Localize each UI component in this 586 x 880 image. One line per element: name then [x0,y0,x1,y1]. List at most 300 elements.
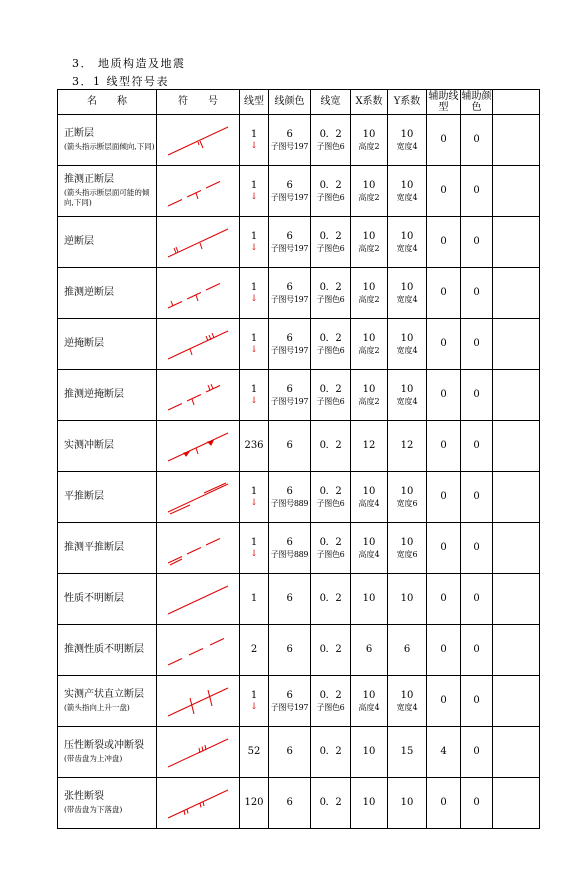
line-color-value: 6 [286,281,293,293]
aux-type-value: 0 [440,338,447,350]
symbol-cell [157,472,240,523]
line-width-sub: 子图色6 [316,142,345,152]
line-width-sub: 子图色6 [316,499,345,509]
fault-symbol-icon [160,627,236,673]
header-aux-type: 辅助线型 [428,90,459,113]
table-row [58,625,540,676]
aux-color-cell [461,472,493,523]
x-coef-cell [351,217,388,268]
y-coef-value: 10 [400,485,414,497]
empty-cell [493,370,540,421]
line-type-cell [240,370,269,421]
x-coef-value: 10 [362,593,376,605]
x-coef-sub: 高度2 [358,244,380,254]
x-coef-sub: 高度2 [358,295,380,305]
line-type-cell [240,472,269,523]
aux-type-value: 4 [440,746,447,758]
line-type-cell [240,625,269,676]
y-coef-sub: 宽度4 [396,193,418,203]
line-type-value: 1 [250,485,258,497]
line-color-cell [269,268,311,319]
arrow-down-icon: ↓ [250,498,258,509]
empty-cell [493,217,540,268]
symbol-note: (箭头指向上升一盘) [64,702,130,712]
fault-symbol-icon [160,678,236,724]
aux-color-cell [461,778,493,829]
arrow-down-icon: ↓ [250,294,258,305]
line-width-cell [311,166,351,217]
y-coef-value: 10 [400,536,414,548]
line-width-cell [311,319,351,370]
symbol-name-cell [58,217,157,268]
empty-cell [493,421,540,472]
x-coef-value: 10 [362,230,376,242]
aux-type-cell [427,421,461,472]
line-width-value: 0．2 [319,128,342,140]
symbol-name-cell [58,166,157,217]
line-color-cell [269,523,311,574]
line-color-cell [269,778,311,829]
line-type-cell [240,778,269,829]
line-width-cell [311,523,351,574]
aux-color-cell [461,574,493,625]
aux-type-value: 0 [440,287,447,299]
line-width-sub: 子图色6 [316,550,345,560]
line-type-cell [240,268,269,319]
aux-type-cell [427,166,461,217]
x-coef-cell [351,727,388,778]
line-color-value: 6 [286,332,293,344]
y-coef-value: 10 [400,179,414,191]
table-row [58,676,540,727]
aux-type-cell [427,523,461,574]
aux-color-value: 0 [473,797,480,809]
header-x-coef: X系数 [351,90,388,115]
x-coef-value: 12 [362,440,376,452]
line-color-cell [269,217,311,268]
line-type-value: 1 [250,230,258,242]
y-coef-sub: 宽度4 [396,244,418,254]
header-empty [493,90,540,115]
symbol-cell [157,370,240,421]
line-width-value: 0．2 [319,230,342,242]
y-coef-cell [388,625,427,676]
aux-color-value: 0 [473,236,480,248]
aux-color-value: 0 [473,134,480,146]
fault-symbol-icon [160,168,236,214]
line-color-sub: 子图号889 [270,499,309,509]
x-coef-cell [351,115,388,166]
x-coef-sub: 高度2 [358,193,380,203]
line-width-sub: 子图色6 [316,244,345,254]
line-color-cell [269,574,311,625]
symbol-name: 逆掩断层 [64,338,104,350]
line-width-value: 0．2 [319,746,342,758]
aux-type-cell [427,370,461,421]
line-color-sub: 子图号197 [270,397,309,407]
line-color-sub: 子图号197 [270,295,309,305]
y-coef-value: 10 [400,383,414,395]
x-coef-value: 10 [362,746,376,758]
aux-type-cell [427,778,461,829]
x-coef-cell [351,523,388,574]
y-coef-value: 10 [400,332,414,344]
aux-color-value: 0 [473,185,480,197]
x-coef-value: 6 [365,644,373,656]
y-coef-value: 10 [400,689,414,701]
header-line-width: 线宽 [311,90,351,115]
symbol-name: 平推断层 [64,491,104,503]
header-aux-color: 辅助颜色 [461,90,492,113]
table-row [58,268,540,319]
aux-type-value: 0 [440,491,447,503]
table-row [58,523,540,574]
line-width-sub: 子图色6 [316,703,345,713]
symbol-cell [157,523,240,574]
y-coef-value: 10 [400,797,414,809]
y-coef-cell [388,778,427,829]
symbol-name-cell [58,523,157,574]
line-width-cell [311,574,351,625]
y-coef-sub: 宽度4 [396,397,418,407]
arrow-down-icon: ↓ [250,243,258,254]
symbol-name: 性质不明断层 [64,593,124,605]
aux-color-cell [461,727,493,778]
symbol-name-cell [58,421,157,472]
arrow-down-icon: ↓ [250,396,258,407]
symbol-name-cell [58,676,157,727]
y-coef-cell [388,166,427,217]
line-color-sub: 子图号197 [270,142,309,152]
line-type-value: 120 [244,797,264,809]
aux-type-value: 0 [440,389,447,401]
aux-color-cell [461,421,493,472]
line-color-cell [269,625,311,676]
symbol-note: (箭头指示断层面倾向,下同) [64,141,155,151]
symbol-name-cell [58,370,157,421]
symbol-name-cell [58,115,157,166]
line-type-cell [240,421,269,472]
x-coef-cell [351,319,388,370]
table-row [58,574,540,625]
y-coef-cell [388,268,427,319]
header-y-coef: Y系数 [388,90,427,115]
x-coef-value: 10 [362,128,376,140]
symbol-name: 实测产状直立断层 [64,689,144,701]
aux-color-value: 0 [473,746,480,758]
y-coef-sub: 宽度4 [396,703,418,713]
x-coef-sub: 高度4 [358,550,380,560]
symbol-name: 张性断裂 [64,791,104,803]
line-width-value: 0．2 [319,797,342,809]
aux-color-cell [461,268,493,319]
aux-type-value: 0 [440,440,447,452]
x-coef-value: 10 [362,383,376,395]
line-symbol-table [57,89,540,829]
aux-color-cell [461,319,493,370]
header-name: 名 称 [58,90,157,115]
symbol-cell [157,778,240,829]
x-coef-sub: 高度2 [358,397,380,407]
header-symbol: 符 号 [157,90,240,115]
symbol-name: 实测冲断层 [64,440,114,452]
symbol-name: 推测性质不明断层 [64,644,144,656]
x-coef-cell [351,472,388,523]
line-width-cell [311,625,351,676]
line-color-value: 6 [286,797,293,809]
empty-cell [493,115,540,166]
line-color-value: 6 [286,644,293,656]
aux-type-value: 0 [440,695,447,707]
fault-symbol-icon [160,729,236,775]
aux-type-value: 0 [440,236,447,248]
section-title: 3． 地质构造及地震 [72,57,186,70]
y-coef-cell [388,727,427,778]
line-width-cell [311,115,351,166]
line-color-value: 6 [286,536,293,548]
aux-color-value: 0 [473,287,480,299]
line-type-value: 1 [250,383,258,395]
aux-color-cell [461,676,493,727]
symbol-name-cell [58,727,157,778]
line-type-value: 1 [250,689,258,701]
x-coef-sub: 高度4 [358,703,380,713]
symbol-note: (带齿盘为上冲盘) [64,753,123,763]
line-color-cell [269,421,311,472]
symbol-cell [157,217,240,268]
line-color-sub: 子图号197 [270,244,309,254]
y-coef-sub: 宽度4 [396,142,418,152]
x-coef-value: 10 [362,536,376,548]
header-line-type: 线型 [240,90,269,115]
line-width-sub: 子图色6 [316,295,345,305]
line-width-value: 0．2 [319,485,342,497]
aux-type-value: 0 [440,593,447,605]
arrow-down-icon: ↓ [250,702,258,713]
table-row [58,778,540,829]
y-coef-value: 10 [400,281,414,293]
symbol-cell [157,421,240,472]
fault-symbol-icon [160,780,236,826]
aux-type-cell [427,268,461,319]
line-color-cell [269,370,311,421]
x-coef-cell [351,778,388,829]
y-coef-sub: 宽度4 [396,346,418,356]
aux-color-cell [461,625,493,676]
line-color-cell [269,115,311,166]
aux-type-value: 0 [440,134,447,146]
aux-color-value: 0 [473,440,480,452]
empty-cell [493,319,540,370]
symbol-name: 逆断层 [64,236,94,248]
fault-symbol-icon [160,474,236,520]
y-coef-sub: 宽度6 [396,499,418,509]
line-type-cell [240,676,269,727]
x-coef-cell [351,676,388,727]
line-type-value: 1 [250,332,258,344]
line-color-cell [269,166,311,217]
table-row [58,217,540,268]
line-type-cell [240,115,269,166]
aux-color-cell [461,115,493,166]
arrow-down-icon: ↓ [250,549,258,560]
line-type-value: 1 [250,281,258,293]
y-coef-value: 12 [400,440,414,452]
x-coef-sub: 高度2 [358,346,380,356]
x-coef-sub: 高度4 [358,499,380,509]
symbol-cell [157,727,240,778]
aux-color-value: 0 [473,491,480,503]
line-width-cell [311,676,351,727]
line-width-value: 0．2 [319,281,342,293]
aux-type-cell [427,217,461,268]
line-type-value: 2 [250,644,258,656]
line-type-cell [240,319,269,370]
line-width-sub: 子图色6 [316,397,345,407]
table-row [58,115,540,166]
empty-cell [493,574,540,625]
x-coef-cell [351,625,388,676]
aux-color-value: 0 [473,695,480,707]
line-width-cell [311,370,351,421]
line-width-value: 0．2 [319,179,342,191]
line-color-value: 6 [286,440,293,452]
line-color-sub: 子图号197 [270,346,309,356]
y-coef-value: 10 [400,128,414,140]
symbol-cell [157,625,240,676]
empty-cell [493,727,540,778]
line-width-cell [311,217,351,268]
line-width-value: 0．2 [319,440,342,452]
symbol-cell [157,115,240,166]
fault-symbol-icon [160,372,236,418]
symbol-name-cell [58,472,157,523]
aux-type-cell [427,319,461,370]
aux-color-cell [461,523,493,574]
aux-type-value: 0 [440,542,447,554]
line-width-cell [311,778,351,829]
aux-type-cell [427,574,461,625]
symbol-name: 推测逆掩断层 [64,389,124,401]
symbol-note: (带齿盘为下落盘) [64,804,123,814]
aux-type-value: 0 [440,644,447,656]
line-width-cell [311,268,351,319]
x-coef-sub: 高度2 [358,142,380,152]
empty-cell [493,778,540,829]
x-coef-value: 10 [362,689,376,701]
line-type-cell [240,727,269,778]
y-coef-cell [388,115,427,166]
symbol-name: 推测正断层 [64,174,114,186]
symbol-name: 压性断裂或冲断裂 [64,740,144,752]
fault-symbol-icon [160,576,236,622]
aux-type-cell [427,115,461,166]
x-coef-value: 10 [362,179,376,191]
y-coef-cell [388,319,427,370]
y-coef-cell [388,574,427,625]
empty-cell [493,268,540,319]
table-header-row [58,90,540,115]
symbol-name: 正断层 [64,128,94,140]
empty-cell [493,166,540,217]
aux-color-value: 0 [473,593,480,605]
fault-symbol-icon [160,423,236,469]
line-type-value: 1 [250,593,258,605]
line-color-sub: 子图号197 [270,193,309,203]
line-color-cell [269,319,311,370]
line-width-value: 0．2 [319,644,342,656]
symbol-name-cell [58,268,157,319]
line-type-value: 236 [244,440,264,452]
y-coef-cell [388,217,427,268]
line-width-cell [311,472,351,523]
aux-color-cell [461,217,493,268]
line-color-value: 6 [286,746,293,758]
y-coef-value: 10 [400,230,414,242]
line-width-sub: 子图色6 [316,346,345,356]
table-row [58,727,540,778]
arrow-down-icon: ↓ [250,345,258,356]
symbol-name-cell [58,625,157,676]
y-coef-cell [388,523,427,574]
aux-color-cell [461,370,493,421]
x-coef-value: 10 [362,332,376,344]
x-coef-value: 10 [362,797,376,809]
aux-type-value: 0 [440,185,447,197]
arrow-down-icon: ↓ [250,141,258,152]
line-width-value: 0．2 [319,332,342,344]
line-color-sub: 子图号197 [270,703,309,713]
fault-symbol-icon [160,270,236,316]
line-color-value: 6 [286,485,293,497]
symbol-name-cell [58,778,157,829]
aux-type-cell [427,676,461,727]
line-type-value: 1 [250,179,258,191]
empty-cell [493,676,540,727]
aux-color-cell [461,166,493,217]
y-coef-cell [388,472,427,523]
fault-symbol-icon [160,525,236,571]
symbol-name: 推测逆断层 [64,287,114,299]
fault-symbol-icon [160,321,236,367]
empty-cell [493,472,540,523]
symbol-cell [157,319,240,370]
line-type-cell [240,574,269,625]
y-coef-cell [388,370,427,421]
table-row [58,370,540,421]
line-width-value: 0．2 [319,593,342,605]
arrow-down-icon: ↓ [250,192,258,203]
line-width-value: 0．2 [319,383,342,395]
line-type-value: 1 [250,128,258,140]
line-color-cell [269,676,311,727]
line-color-cell [269,472,311,523]
line-width-cell [311,421,351,472]
line-type-value: 52 [247,746,261,758]
x-coef-cell [351,166,388,217]
line-width-cell [311,727,351,778]
line-color-value: 6 [286,179,293,191]
line-color-value: 6 [286,128,293,140]
table-row [58,421,540,472]
x-coef-value: 10 [362,281,376,293]
aux-color-value: 0 [473,644,480,656]
y-coef-sub: 宽度6 [396,550,418,560]
subsection-title: 3．1 线型符号表 [72,75,169,88]
y-coef-value: 15 [400,746,414,758]
y-coef-sub: 宽度4 [396,295,418,305]
line-color-value: 6 [286,689,293,701]
